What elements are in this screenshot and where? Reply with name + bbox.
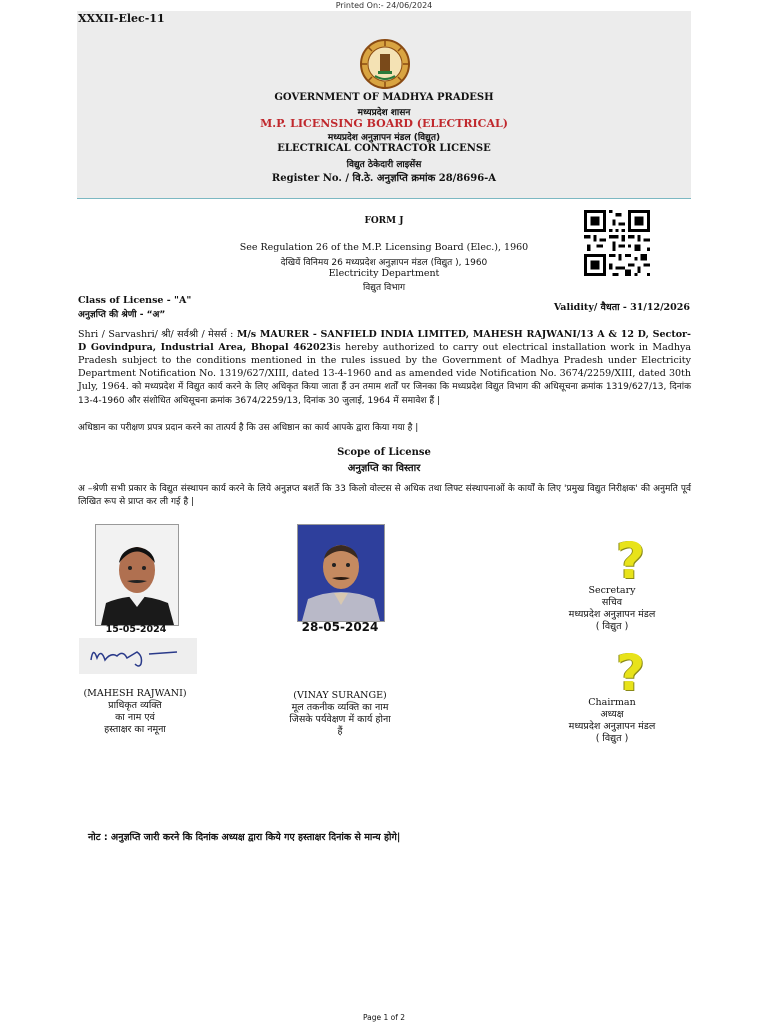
- page-number: Page 1 of 2: [362, 1013, 406, 1022]
- chairman-title-hindi: अध्यक्ष: [600, 709, 624, 720]
- portrait-photo: [297, 524, 385, 622]
- authorization-paragraph: [78, 328, 691, 408]
- person1-name: (MAHESH RAJWANI): [83, 688, 187, 699]
- signature-image: [79, 638, 197, 674]
- validity-note: नोट : अनुज्ञप्ति जारी करने कि दिनांक अध्यक्ष द्वारा किये गए हस्ताक्षर दिनांक से मान्य होगे|: [88, 832, 401, 843]
- secretary-title-hindi: सचिव: [601, 597, 623, 608]
- printed-on-label: Printed On:- 24/06/2024: [335, 1, 433, 10]
- form-code: XXXII-Elec-11: [78, 12, 165, 25]
- person2-role-line3: हैं: [337, 726, 343, 737]
- person1-role-line1: प्राधिकृत व्यक्ति: [108, 700, 162, 711]
- photo-date: 15-05-2024: [105, 624, 167, 635]
- person1-role-line2: का नाम एवं: [115, 712, 155, 723]
- scope-title-hindi: अनुज्ञप्ति का विस्तार: [347, 463, 421, 474]
- chairman-title: Chairman: [588, 697, 636, 708]
- regulation-line: See Regulation 26 of the M.P. Licensing Board (Elec.), 1960: [239, 242, 529, 253]
- register-number: Register No. / वि.ठे. अनुज्ञप्ति क्रमांक 28/8696-A: [271, 173, 497, 184]
- chairman-org: मध्यप्रदेश अनुज्ञापन मंडल: [568, 721, 656, 732]
- question-mark-icon: ?: [616, 532, 646, 590]
- authorization-text: is hereby authorized to carry out electrical installation work in Madhya Pradesh subject to the conditions mentioned in the rules issued by the Government of Madhya Pradesh under Electricity Department Notification No. 1319/627/XIII, dated 13-4-1960 and as amended vide Notification No. 3674/2259/XIII, dated 30th July, 1964.: [78, 342, 691, 392]
- header-board: M.P. LICENSING BOARD (ELECTRICAL): [260, 117, 508, 130]
- chairman-org-dept: ( विद्युत ): [595, 733, 629, 744]
- person2-name: (VINAY SURANGE): [293, 690, 387, 701]
- header-board-hindi: मध्यप्रदेश अनुज्ञापन मंडल (विद्युत): [327, 133, 441, 143]
- license-class-hindi: अनुज्ञप्ति की श्रेणी - “अ”: [78, 310, 166, 320]
- secretary-org-dept: ( विद्युत ): [595, 621, 629, 632]
- person1-role-line3: हस्ताक्षर का नमूना: [104, 724, 166, 735]
- installation-paragraph: अधिष्ठान का परीक्षण प्रपत्र प्रदान करने का तात्पर्य है कि उस अधिष्ठान का कार्य आपके द्वारा किया गया है |: [78, 423, 419, 433]
- person2-role-line2: जिसके पर्यवेक्षण में कार्य होना: [289, 714, 391, 725]
- portrait-photo: [95, 524, 179, 626]
- regulation-line-hindi: देखियें विनिमय 26 मध्यप्रदेश अनुज्ञापन मंडल (विद्युत ), 1960: [280, 258, 488, 268]
- state-emblem-icon: [359, 38, 411, 90]
- license-holder: M/s MAURER - SANFIELD INDIA LIMITED, MAHESH RAJWANI/13 A & 12 D, Sector- D Govindpura, Industrial Area, Bhopal 462023: [78, 329, 691, 353]
- header-license-type-hindi: विद्युत ठेकेदारी लाइसेंस: [346, 160, 422, 170]
- scope-text: अ –श्रेणी सभी प्रकार के विद्युत संस्थापन कार्य करने के लिये अनुज्ञप्त बशर्ते कि 33 किलो वोल्टस से अधिक तथा लिफ्ट संस्थापनाओं के कार्यों के लिए 'प्रमुख विद्युत निरीक्षक' की अनुमति पूर्व लिखित रूप से प्राप्त कर ली गई है |: [78, 484, 691, 507]
- header-government-hindi: मध्यप्रदेश शासन: [357, 108, 411, 118]
- license-validity: Validity/ वैधता - 31/12/2026: [553, 302, 690, 313]
- photo-date: 28-05-2024: [301, 620, 379, 634]
- question-mark-icon: ?: [616, 644, 646, 702]
- secretary-title: Secretary: [588, 585, 636, 596]
- holder-prefix: Shri / Sarvashri/ श्री/ सर्वश्री / मेसर्स :: [78, 329, 237, 340]
- header-license-type: ELECTRICAL CONTRACTOR LICENSE: [277, 143, 491, 154]
- department-line-hindi: विद्युत विभाग: [362, 283, 406, 293]
- qr-code-icon: [582, 210, 652, 276]
- header-government: GOVERNMENT OF MADHYA PRADESH: [274, 92, 494, 103]
- scope-title: Scope of License: [337, 447, 431, 458]
- license-class: Class of License - "A": [78, 295, 192, 306]
- authorization-text-hindi: को मध्यप्रदेश में विद्युत कार्य करने के लिए अधिकृत किया जाता हैं उन तमाम शर्तों पर जिनका कि मध्यप्रदेश विद्युत विभाग की अधिसूचना क्रमांक 1319/627/13, दिनांक 13-4-1960 और संशोधित अधिसूचना क्रमांक 3674/2259/13, दिनांक 30 जुलाई, 1964 में समावेश हैं |: [78, 382, 691, 406]
- secretary-org: मध्यप्रदेश अनुज्ञापन मंडल: [568, 609, 656, 620]
- form-title: FORM J: [364, 216, 404, 226]
- person2-role-line1: मूल तकनीक व्यक्ति का नाम: [291, 702, 389, 713]
- department-line: Electricity Department: [328, 268, 440, 279]
